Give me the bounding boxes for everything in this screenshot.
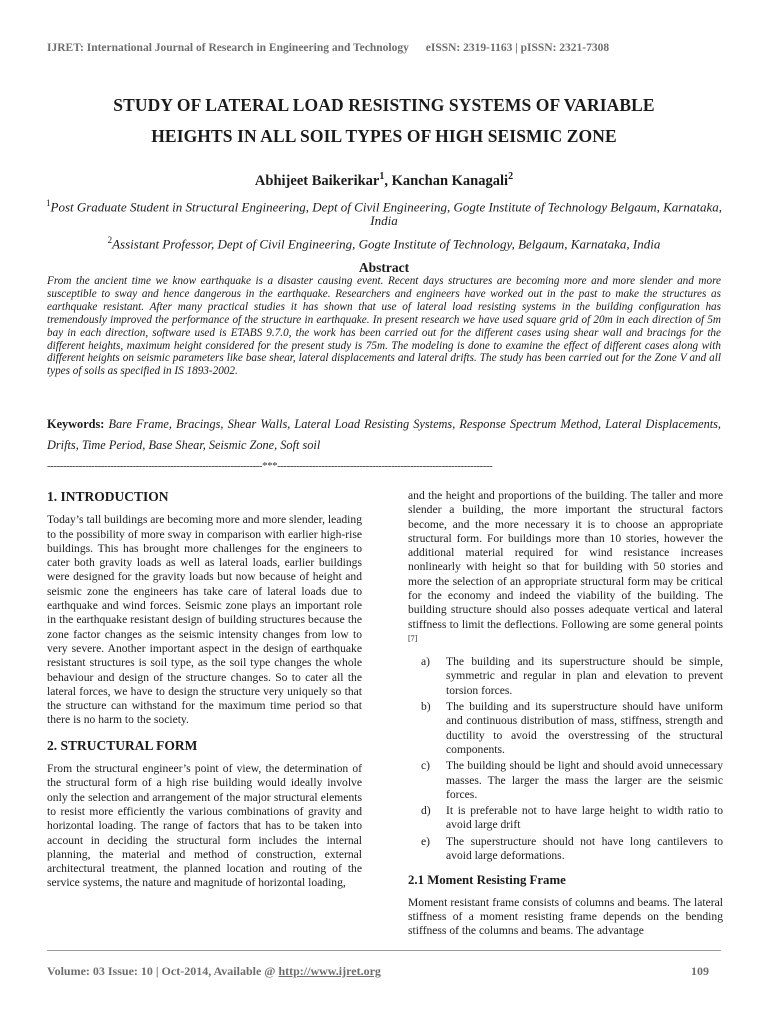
list-item-text: It is preferable not to have large height to width ratio to avoid large drift: [446, 804, 723, 832]
journal-name: IJRET: International Journal of Research in Engineering and Technology: [47, 42, 409, 54]
list-item-text: The superstructure should not have long cantilevers to avoid large deformations.: [446, 834, 723, 862]
left-column: [47, 490, 362, 902]
list-item: [408, 655, 723, 698]
list-marker: a): [421, 655, 431, 669]
list-marker: b): [421, 700, 431, 714]
title-line-2: HEIGHTS IN ALL SOIL TYPES OF HIGH SEISMIC ZONE: [151, 126, 617, 146]
page-number: 109: [691, 964, 709, 978]
author-line: [0, 171, 768, 190]
intro-heading: 1. INTRODUCTION: [47, 489, 169, 504]
affiliation-2-mark: 2: [107, 235, 113, 245]
structural-form-paragraph: From the structural engineer’s point of view, the determination of the structural form of a high rise building would ideally involve only the selection and arrangement of the major structural elements to resist more efficiently the various combinations of gravity and horizontal loading. The range of factors that has to be taken into account in deciding the structural form includes the internal planning, the material and method of construction, external architectural treatment, the planned location and routing of the service systems, the nature and magnitude of horizontal loading,: [47, 762, 362, 890]
general-points-list: [408, 655, 723, 863]
keywords-label: Keywords:: [47, 417, 105, 431]
author-2-mark: 2: [508, 171, 514, 182]
continued-paragraph: [408, 489, 723, 650]
author-1-mark: 1: [379, 171, 385, 182]
journal-url-link[interactable]: http://www.ijret.org: [278, 964, 381, 978]
continued-paragraph-text: and the height and proportions of the building. The taller and more slender a building, the more important the structural factors become, and the more necessary it is to choose an appropriate structural form. For buildings more than 10 stories, however the additional material required for wind resistance increases nonlinearly with height so that for building with 50 stories and more the selection of an appropriate structural form may be critical for the economy and indeed the viability of the building. The building structure should also posses adequate vertical and lateral stiffness to limit the deflections. Following are some general points: [408, 489, 723, 631]
keywords: [47, 414, 721, 456]
paper-title: [40, 90, 728, 152]
list-marker: d): [421, 804, 431, 818]
structural-form-heading: 2. STRUCTURAL FORM: [47, 737, 198, 753]
right-column: [408, 489, 723, 943]
title-line-1: STUDY OF LATERAL LOAD RESISTING SYSTEMS OF VARIABLE: [113, 95, 655, 115]
moment-frame-paragraph: Moment resistant frame consists of columns and beams. The lateral stiffness of a moment resisting frame depends on the bending stiffness of the columns and beams. The advantage: [408, 895, 723, 938]
list-item-text: The building and its superstructure should be simple, symmetric and regular in plan and elevation to prevent torsion forces.: [446, 655, 723, 697]
list-item: [408, 700, 723, 757]
list-marker: e): [421, 834, 431, 848]
moment-frame-heading: 2.1 Moment Resisting Frame: [408, 873, 566, 888]
list-item-text: The building and its superstructure should have uniform and continuous distribution of mass, stiffness, strength and ductility to avoid the overstressing of the structural components.: [446, 700, 723, 756]
list-item: [408, 759, 723, 802]
author-2: Kanchan Kanagali: [391, 172, 509, 189]
list-item-text: The building should be light and should avoid unnecessary masses. The larger the mass the larger are the seismic forces.: [446, 759, 723, 801]
issn: eISSN: 2319-1163 | pISSN: 2321-7308: [425, 42, 610, 54]
abstract-text: From the ancient time we know earthquake is a disaster causing event. Recent days structures are becoming more and more slender and more susceptible to sway and hence dangerous in the earthquake. Researchers and engineers have worked out in the past to make the structures as earthquake resistant. After many practical studies it has shown that use of lateral load resisting systems in the building configuration has tremendously improved the performance of the structure in earthquake. In present research we have used square grid of 20m in each direction of 5m bay in each direction, software used is ETABS 9.7.0, the work has been carried out for the different cases using shear wall and bracings for the different heights, maximum height considered for the present study is 75m. The modeling is done to examine the effect of different cases along with different heights on seismic parameters like base shear, lateral displacements and lateral drifts. The study has been carried out for the Zone V and all types of soils as specified in IS 1893-2002.: [47, 275, 721, 378]
footer-rule: [47, 950, 721, 951]
list-marker: c): [421, 759, 431, 773]
affiliation-2: [40, 233, 728, 251]
keywords-text: Bare Frame, Bracings, Shear Walls, Lateral Load Resisting Systems, Response Spectrum Method, Lateral Displacements, Drifts, Time Period, Base Shear, Seismic Zone, Soft soil: [47, 417, 721, 452]
affiliation-1: [40, 196, 728, 228]
list-item: [408, 835, 723, 864]
affiliation-1-mark: 1: [46, 198, 51, 208]
intro-paragraph: Today’s tall buildings are becoming more and more slender, leading to the possibility of more sway in comparison with earlier high-rise buildings. This has brought more challenges for the engineers to cater both gravity loads as well as lateral loads, earlier buildings were designed for the gravity loads but now because of height and seismic zone the engineers has take care of lateral loads due to earthquake and wind forces. Seismic zone plays an important role in the earthquake resistant design of building structures because the zone factor changes as the seismic intensity changes from low to very severe. Another important aspect in the design of earthquake resistant structures is soil type, as the soil type changes the whole behaviour and design of the structure changes. So to cater all the lateral forces, we have to design the structure very uniquely so that the structure can withstand for the maximum time period so that there is no harm to the society.: [47, 513, 362, 727]
affiliation-2-text: Assistant Professor, Dept of Civil Engineering, Gogte Institute of Technology, Belgaum, Karnataka, India: [112, 236, 661, 252]
section-separator: --------------------------------------------------------------------***--------------------------------------------------------------------: [47, 460, 493, 472]
affiliation-1-text: Post Graduate Student in Structural Engineering, Dept of Civil Engineering, Gogte Institute of Technology Belgaum, Karnataka, India: [50, 199, 722, 229]
running-header: [47, 42, 721, 54]
author-separator: ,: [384, 172, 392, 189]
abstract-heading: Abstract: [358, 260, 410, 275]
footer-volume: Volume: 03 Issue: 10 | Oct-2014, Available @: [47, 964, 279, 978]
list-item: [408, 804, 723, 833]
author-1: Abhijeet Baikerikar: [254, 172, 380, 189]
running-footer: [47, 964, 721, 979]
citation-ref: [7]: [408, 633, 418, 643]
